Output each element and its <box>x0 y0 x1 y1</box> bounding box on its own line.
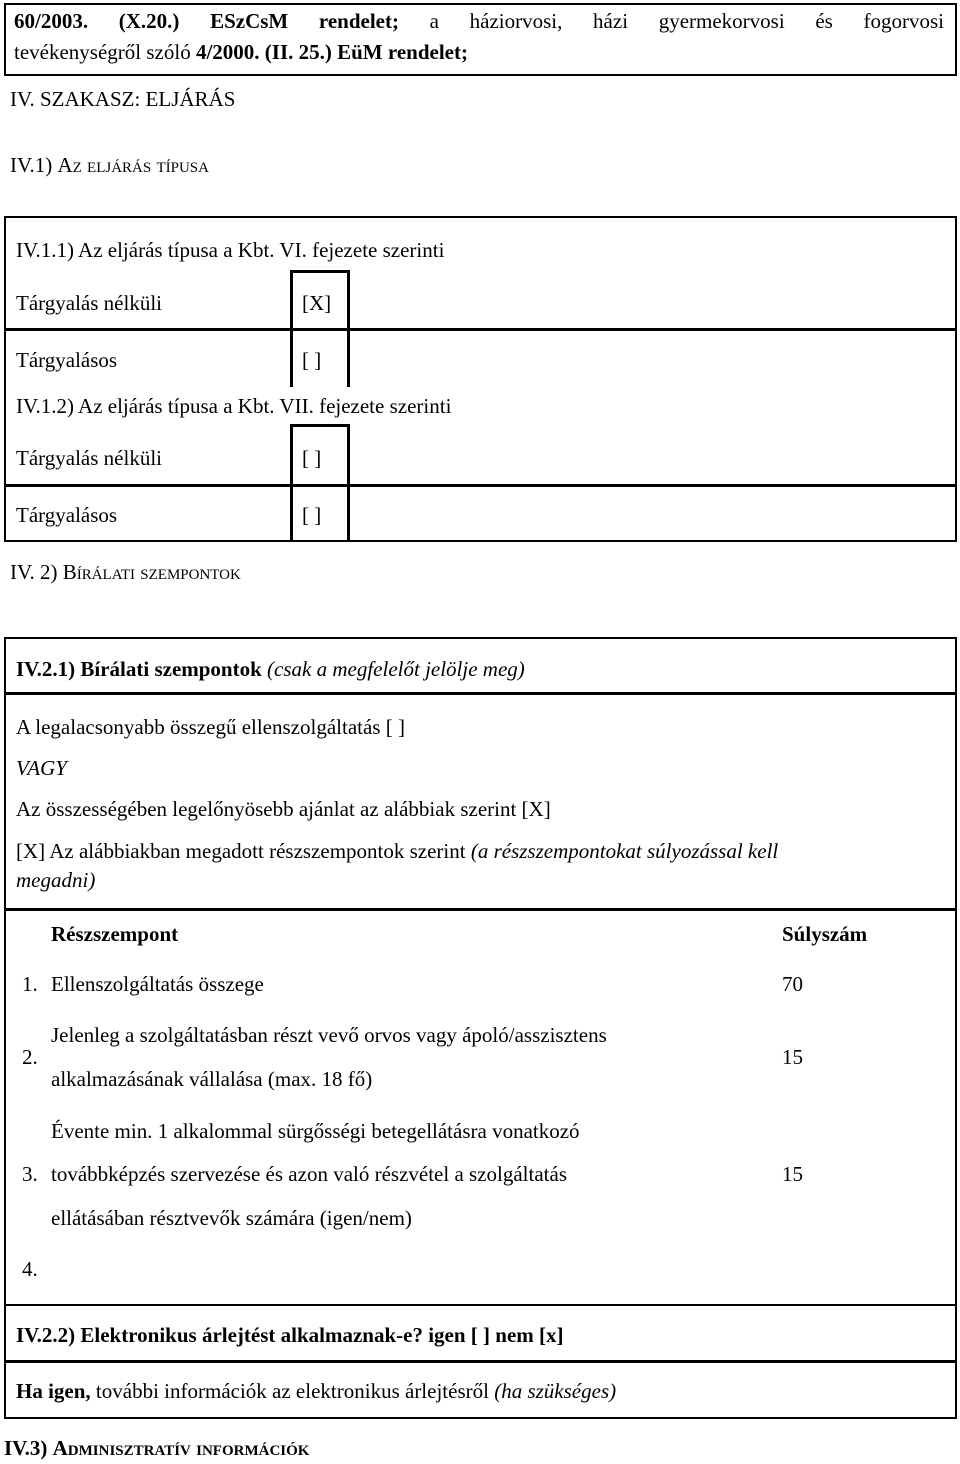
header-line-1 <box>14 6 944 36</box>
sub-criteria-text: [X] Az alábbiakban megadott részszempontok szerint <box>16 839 471 863</box>
row-criterion-cont: ellátásában résztvevők számára (igen/nem) <box>51 1206 412 1230</box>
sub-criteria-note: (a részszempontokat súlyozással kell <box>470 839 779 863</box>
criteria-heading-note: (csak a megfelelőt jelölje meg) <box>261 657 525 681</box>
section-title: IV. SZAKASZ: ELJÁRÁS <box>10 87 236 111</box>
subsection-title: Az eljárás típusa <box>57 153 209 177</box>
header-text-1: a háziorvosi, házi gyermekorvosi és fogorvosi <box>399 9 944 33</box>
col-header-criterion: Részszempont <box>51 922 179 946</box>
kbt7-option-checkbox: [ ] <box>302 446 322 470</box>
divider <box>4 328 957 331</box>
subsection-prefix: IV.1) <box>10 153 58 177</box>
row-criterion: Ellenszolgáltatás összege <box>51 972 264 996</box>
kbt7-heading: IV.1.2) Az eljárás típusa a Kbt. VII. fejezete szerinti <box>16 394 452 418</box>
auction-info-note: (ha szükséges) <box>494 1379 617 1403</box>
row-criterion: Jelenleg a szolgáltatásban részt vevő orvos vagy ápoló/asszisztens <box>51 1023 607 1047</box>
kbt7-option-label: Tárgyalás nélküli <box>16 446 162 470</box>
row-number: 2. <box>22 1045 38 1069</box>
admin-info-label: Adminisztratív információk <box>52 1436 310 1460</box>
row-criterion: Évente min. 1 alkalommal sürgősségi betegellátásra vonatkozó <box>51 1119 580 1143</box>
divider <box>293 270 349 273</box>
criteria-section-prefix: IV. 2) <box>10 560 63 584</box>
auction-question: IV.2.2) Elektronikus árlejtést alkalmaznak-e? igen [ ] nem [x] <box>16 1323 564 1347</box>
or-label: VAGY <box>16 756 67 780</box>
divider <box>347 424 350 542</box>
divider <box>4 1360 957 1363</box>
subsection-proc-type <box>10 150 209 180</box>
admin-info-prefix: IV.3) <box>4 1436 53 1460</box>
decree-ref-1: 60/2003. (X.20.) ESzCsM rendelet; <box>14 9 399 33</box>
kbt7-option-checkbox: [ ] <box>302 503 322 527</box>
sub-criteria-line <box>16 836 946 866</box>
row-number: 3. <box>22 1162 38 1186</box>
kbt6-option-checkbox: [X] <box>302 291 332 315</box>
divider <box>347 270 350 387</box>
header-text-2: tevékenységről szóló <box>14 40 196 64</box>
lowest-price-option: A legalacsonyabb összegű ellenszolgáltatás [ ] <box>16 715 405 739</box>
kbt6-option-label: Tárgyalás nélküli <box>16 291 162 315</box>
auction-info-label: Ha igen, <box>16 1379 91 1403</box>
kbt7-option-label: Tárgyalásos <box>16 503 118 527</box>
divider <box>290 424 293 542</box>
kbt6-option-checkbox: [ ] <box>302 348 322 372</box>
row-criterion-cont: alkalmazásának vállalása (max. 18 fő) <box>51 1067 373 1091</box>
row-criterion-cont: továbbképzés szervezése és azon való részvétel a szolgáltatás <box>51 1162 567 1186</box>
divider <box>293 424 349 427</box>
decree-ref-2: 4/2000. (II. 25.) EüM rendelet; <box>195 40 468 64</box>
criteria-heading-label: IV.2.1) Bírálati szempontok <box>16 657 262 681</box>
auction-info-text: további információk az elektronikus árlejtésről <box>90 1379 495 1403</box>
criteria-heading <box>16 654 525 684</box>
divider <box>4 908 957 911</box>
auction-info <box>16 1376 616 1406</box>
row-number: 1. <box>22 972 38 996</box>
admin-info-title <box>4 1433 309 1463</box>
row-weight: 15 <box>782 1045 803 1069</box>
row-weight: 15 <box>782 1162 803 1186</box>
row-weight: 70 <box>782 972 803 996</box>
criteria-section-title <box>10 557 241 587</box>
header-line-2 <box>14 37 468 67</box>
best-value-option: Az összességében legelőnyösebb ajánlat az alábbiak szerint [X] <box>16 797 551 821</box>
sub-criteria-note-cont: megadni) <box>16 868 96 892</box>
col-header-weight: Súlyszám <box>782 922 868 946</box>
kbt6-option-label: Tárgyalásos <box>16 348 118 372</box>
kbt6-heading: IV.1.1) Az eljárás típusa a Kbt. VI. fejezete szerinti <box>16 238 445 262</box>
row-number: 4. <box>22 1257 38 1281</box>
criteria-section-label: Bírálati szempontok <box>62 560 241 584</box>
divider <box>290 270 293 387</box>
divider <box>4 692 957 695</box>
divider <box>4 484 957 487</box>
